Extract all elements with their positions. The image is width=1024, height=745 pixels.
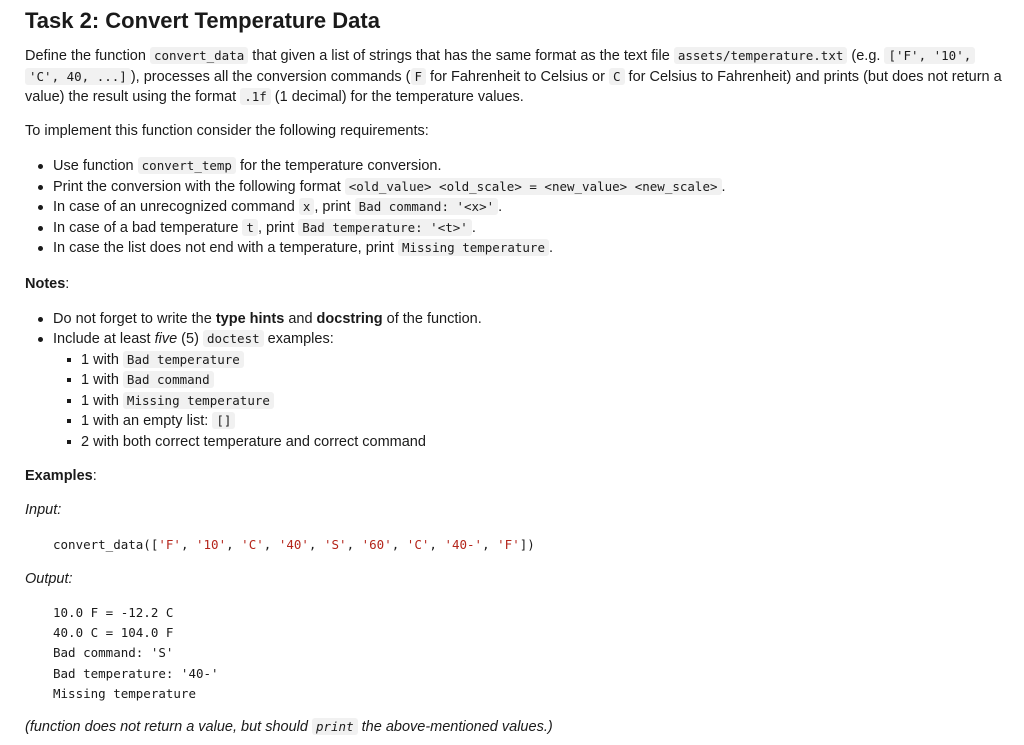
requirements-intro: To implement this function consider the following requirements: bbox=[25, 123, 429, 139]
inline-code: convert_data bbox=[150, 47, 248, 64]
list-item: 2 with both correct temperature and correct command bbox=[81, 432, 426, 453]
inline-code: F bbox=[411, 68, 427, 85]
notes-heading: Notes: bbox=[25, 276, 70, 292]
inline-code: Bad command: '<x>' bbox=[355, 198, 498, 215]
inline-code: <old_value> <old_scale> = <new_value> <new_scale> bbox=[345, 178, 722, 195]
examples-heading: Examples: bbox=[25, 468, 97, 484]
list-item: Include at least five (5) doctest examples: bbox=[53, 329, 334, 350]
list-item: Use function convert_temp for the temperature conversion. bbox=[53, 156, 441, 177]
output-line: 40.0 C = 104.0 F bbox=[53, 625, 174, 641]
intro-text: ), processes all the conversion commands ( bbox=[130, 68, 411, 85]
list-item: In case of a bad temperature t , print Bad temperature: '<t>' . bbox=[53, 218, 476, 239]
inline-code: .1f bbox=[240, 88, 271, 105]
intro-text: for Celsius to Fahrenheit) and prints (but does not return a bbox=[624, 68, 1002, 85]
inline-code: Missing temperature bbox=[123, 392, 274, 409]
list-item: 1 with Missing temperature bbox=[81, 391, 274, 412]
inline-code: ['F', '10', bbox=[884, 47, 975, 64]
input-label: Input: bbox=[25, 502, 62, 518]
intro-line-2 bbox=[25, 67, 1002, 88]
output-line: Bad command: 'S' bbox=[53, 645, 174, 661]
intro-text: Define the function bbox=[25, 48, 150, 64]
output-code-block bbox=[53, 603, 219, 704]
inline-code: assets/temperature.txt bbox=[674, 47, 848, 64]
inline-code: C bbox=[609, 68, 625, 85]
intro-text: value) the result using the format bbox=[25, 89, 241, 105]
output-line: 10.0 F = -12.2 C bbox=[53, 605, 174, 620]
footer-note: (function does not return a value, but should print the above-mentioned values.) bbox=[25, 719, 553, 735]
intro-text: that given a list of strings that has the same format as the text file bbox=[248, 48, 674, 64]
inline-code: doctest bbox=[203, 330, 264, 347]
inline-code: Bad temperature bbox=[123, 351, 244, 368]
output-line: Bad temperature: '40-' bbox=[53, 665, 219, 681]
inline-code: print bbox=[312, 718, 358, 735]
inline-code: 'C', 40, ...] bbox=[25, 68, 131, 85]
input-code-block: convert_data(['F', '10', 'C', '40', 'S', '60', 'C', '40-', 'F']) bbox=[53, 537, 535, 552]
page-title: Task 2: Convert Temperature Data bbox=[25, 8, 380, 33]
inline-code: Bad command bbox=[123, 371, 214, 388]
list-item: Do not forget to write the type hints and docstring of the function. bbox=[53, 309, 482, 330]
output-label: Output: bbox=[25, 571, 73, 587]
intro-line-3 bbox=[25, 87, 524, 108]
inline-code: Bad temperature: '<t>' bbox=[298, 219, 472, 236]
list-item: Print the conversion with the following format <old_value> <old_scale> = <new_value> <new_scale> . bbox=[53, 177, 726, 198]
list-item: In case the list does not end with a temperature, print Missing temperature . bbox=[53, 238, 553, 259]
intro-text: (e.g. bbox=[847, 48, 885, 64]
inline-code: convert_temp bbox=[138, 157, 236, 174]
inline-code: t bbox=[242, 219, 258, 236]
inline-code: [] bbox=[212, 412, 235, 429]
intro-line-1 bbox=[25, 46, 975, 67]
intro-text: (1 decimal) for the temperature values. bbox=[270, 89, 524, 105]
inline-code: x bbox=[299, 198, 315, 215]
list-item: In case of an unrecognized command x , print Bad command: '<x>' . bbox=[53, 197, 502, 218]
list-item: 1 with Bad temperature bbox=[81, 350, 244, 371]
output-line: Missing temperature bbox=[53, 685, 196, 701]
list-item: 1 with an empty list: [] bbox=[81, 411, 235, 432]
inline-code: Missing temperature bbox=[398, 239, 549, 256]
list-item: 1 with Bad command bbox=[81, 370, 214, 391]
intro-text: for Fahrenheit to Celsius or bbox=[426, 68, 609, 85]
